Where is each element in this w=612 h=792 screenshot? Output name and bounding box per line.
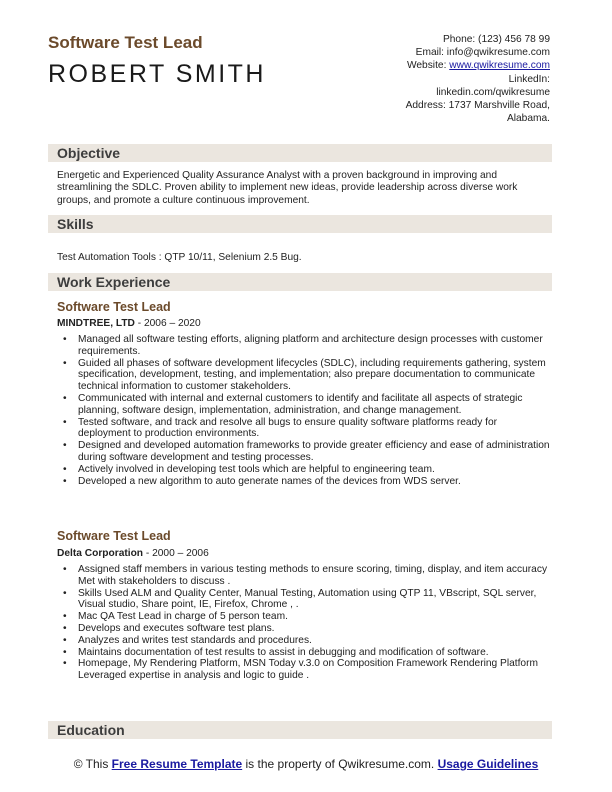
contact-website bbox=[320, 59, 550, 72]
skills-text: Test Automation Tools : QTP 10/11, Selenium 2.5 Bug. bbox=[57, 252, 302, 263]
list-item: • Actively involved in developing test tools which are helpful to engineering team. bbox=[63, 463, 435, 475]
job-company: Delta Corporation bbox=[57, 548, 144, 559]
contact-block bbox=[320, 33, 550, 125]
footer bbox=[0, 757, 612, 771]
list-item: • Tested software, and track and resolve all bugs to ensure quality software platforms ready for deployment to production environments. bbox=[63, 416, 498, 440]
list-item: • Develops and executes software test plans. bbox=[63, 622, 275, 634]
contact-linkedin-value: linkedin.com/qwikresume bbox=[436, 86, 550, 98]
section-title-work: Work Experience bbox=[57, 274, 171, 290]
footer-prefix: © This bbox=[73, 757, 112, 771]
job-bullets bbox=[57, 564, 551, 682]
list-item: • Guided all phases of software development lifecycles (SDLC), including requirements gathering, system specification, development, testing, and implementation; also prepare documentation to communicate technical information to customer stakeholders. bbox=[63, 357, 546, 393]
section-title-education: Education bbox=[57, 722, 125, 738]
job-title: Software Test Lead bbox=[57, 300, 171, 314]
contact-address-line2: Alabama. bbox=[506, 113, 550, 125]
job-title: Software Test Lead bbox=[57, 529, 171, 543]
list-item: • Skills Used ALM and Quality Center, Manual Testing, Automation using QTP 11, VBscript, SQL server, Visual studio, Share point, IE, Firefox, Chrome , . bbox=[63, 587, 537, 611]
list-item: • Mac QA Test Lead in charge of 5 person team. bbox=[63, 611, 288, 623]
section-objective bbox=[48, 144, 552, 162]
job-bullets bbox=[57, 334, 551, 487]
section-title-objective: Objective bbox=[57, 145, 121, 161]
list-item: • Developed a new algorithm to auto generate names of the devices from WDS server. bbox=[63, 475, 461, 487]
candidate-name: ROBERT SMITH bbox=[48, 60, 266, 88]
section-title-skills: Skills bbox=[57, 216, 94, 232]
list-item: • Maintains documentation of test results to assist in debugging and modification of software. bbox=[63, 646, 489, 658]
website-label: Website: bbox=[406, 60, 450, 72]
list-item: • Assigned staff members in various testing methods to ensure scoring, timing, display, and item accuracy Met with stakeholders to discuss . bbox=[63, 564, 548, 587]
website-link[interactable]: www.qwikresume.com bbox=[449, 60, 550, 72]
header-job-title: Software Test Lead bbox=[48, 33, 203, 52]
job-dates: - 2006 – 2020 bbox=[134, 318, 201, 329]
free-resume-template-link[interactable]: Free Resume Template bbox=[111, 757, 243, 771]
contact-address-line1: Address: 1737 Marshville Road, bbox=[405, 100, 550, 112]
list-item: • Designed and developed automation frameworks to provide greater efficiency and ease of administration during software development and testing processes. bbox=[63, 440, 550, 463]
list-item: • Managed all software testing efforts, aligning platform and architecture design processes with customer requirements. bbox=[63, 334, 543, 357]
contact-phone: Phone: (123) 456 78 99 bbox=[442, 34, 550, 45]
section-education bbox=[48, 721, 552, 739]
job-company-line bbox=[57, 318, 201, 329]
job-dates: - 2000 – 2006 bbox=[143, 548, 209, 559]
list-item: • Analyzes and writes test standards and procedures. bbox=[63, 634, 312, 646]
job-company: MINDTREE, LTD bbox=[57, 318, 135, 329]
contact-email: Email: info@qwikresume.com bbox=[415, 47, 550, 59]
section-work-experience bbox=[48, 273, 552, 291]
section-skills bbox=[48, 215, 552, 233]
job-company-line bbox=[57, 548, 209, 559]
objective-text: Energetic and Experienced Quality Assurance Analyst with a proven background in improving and streamlining the SDLC. Proven ability to implement new ideas, provide leadership across diverse work groups, and promote a culture continuous improvement. bbox=[57, 170, 518, 206]
contact-linkedin-label: LinkedIn: bbox=[508, 73, 550, 85]
footer-middle: is the property of Qwikresume.com. bbox=[242, 757, 438, 771]
usage-guidelines-link[interactable]: Usage Guidelines bbox=[437, 757, 539, 771]
list-item: • Communicated with internal and external customers to identify and facilitate all aspects of strategic planning, software design, implementation, administration, and change management. bbox=[63, 392, 523, 416]
list-item: • Homepage, My Rendering Platform, MSN Today v.3.0 on Composition Framework Rendering Platform Leveraged expertise in analysis and logic to guide . bbox=[63, 658, 538, 682]
